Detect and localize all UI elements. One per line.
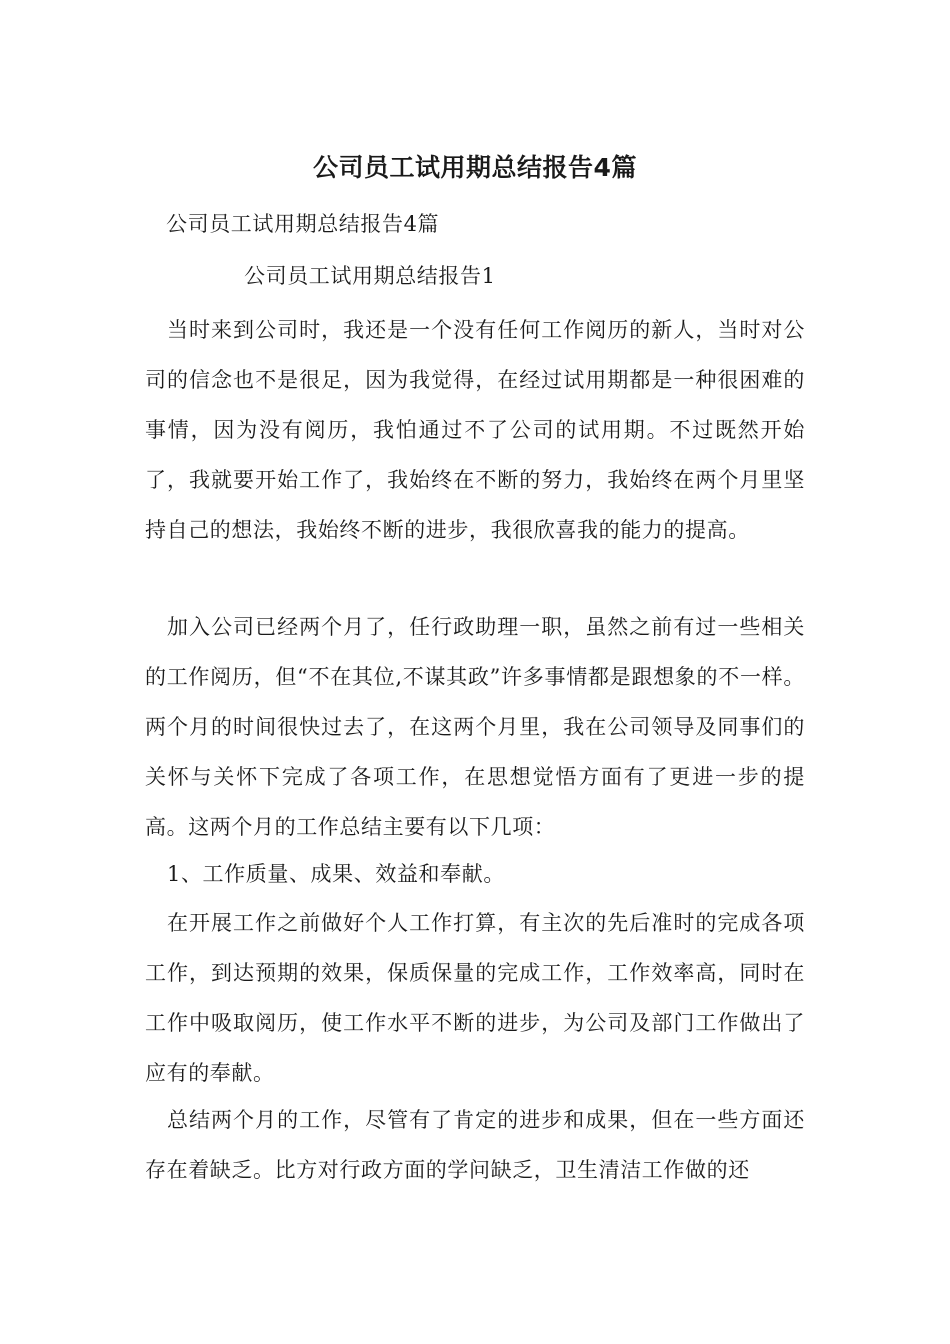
list-item-heading: 1、工作质量、成果、效益和奉献。: [167, 862, 505, 886]
document-subtitle: 公司员工试用期总结报告4篇: [166, 212, 440, 236]
body-paragraph: 当时来到公司时，我还是一个没有任何工作阅历的新人，当时对公司的信念也不是很足，因为我觉得，在经过试用期都是一种很困难的事情，因为没有阅历，我怕通过不了公司的试用期。不过既然开始了，我就要开始工作了，我始终在不断的努力，我始终在两个月里坚持自己的想法，我始终不断的进步，我很欣喜我的能力的提高。: [145, 318, 805, 542]
document-title: 公司员工试用期总结报告4篇: [313, 153, 637, 182]
body-paragraph: 在开展工作之前做好个人工作打算，有主次的先后准时的完成各项工作，到达预期的效果，保质保量的完成工作，工作效率高，同时在工作中吸取阅历，使工作水平不断的进步，为公司及部门工作做出了应有的奉献。: [145, 911, 805, 1085]
body-paragraph: 加入公司已经两个月了，任行政助理一职，虽然之前有过一些相关的工作阅历，但“不在其位,不谋其政”许多事情都是跟想象的不一样。两个月的时间很快过去了，在这两个月里，我在公司领导及同事们的关怀与关怀下完成了各项工作，在思想觉悟方面有了更进一步的提高。这两个月的工作总结主要有以下几项：: [145, 615, 805, 839]
body-paragraph: 总结两个月的工作，尽管有了肯定的进步和成果，但在一些方面还存在着缺乏。比方对行政方面的学问缺乏，卫生清洁工作做的还: [145, 1108, 805, 1182]
section-heading: 公司员工试用期总结报告1: [244, 264, 496, 288]
